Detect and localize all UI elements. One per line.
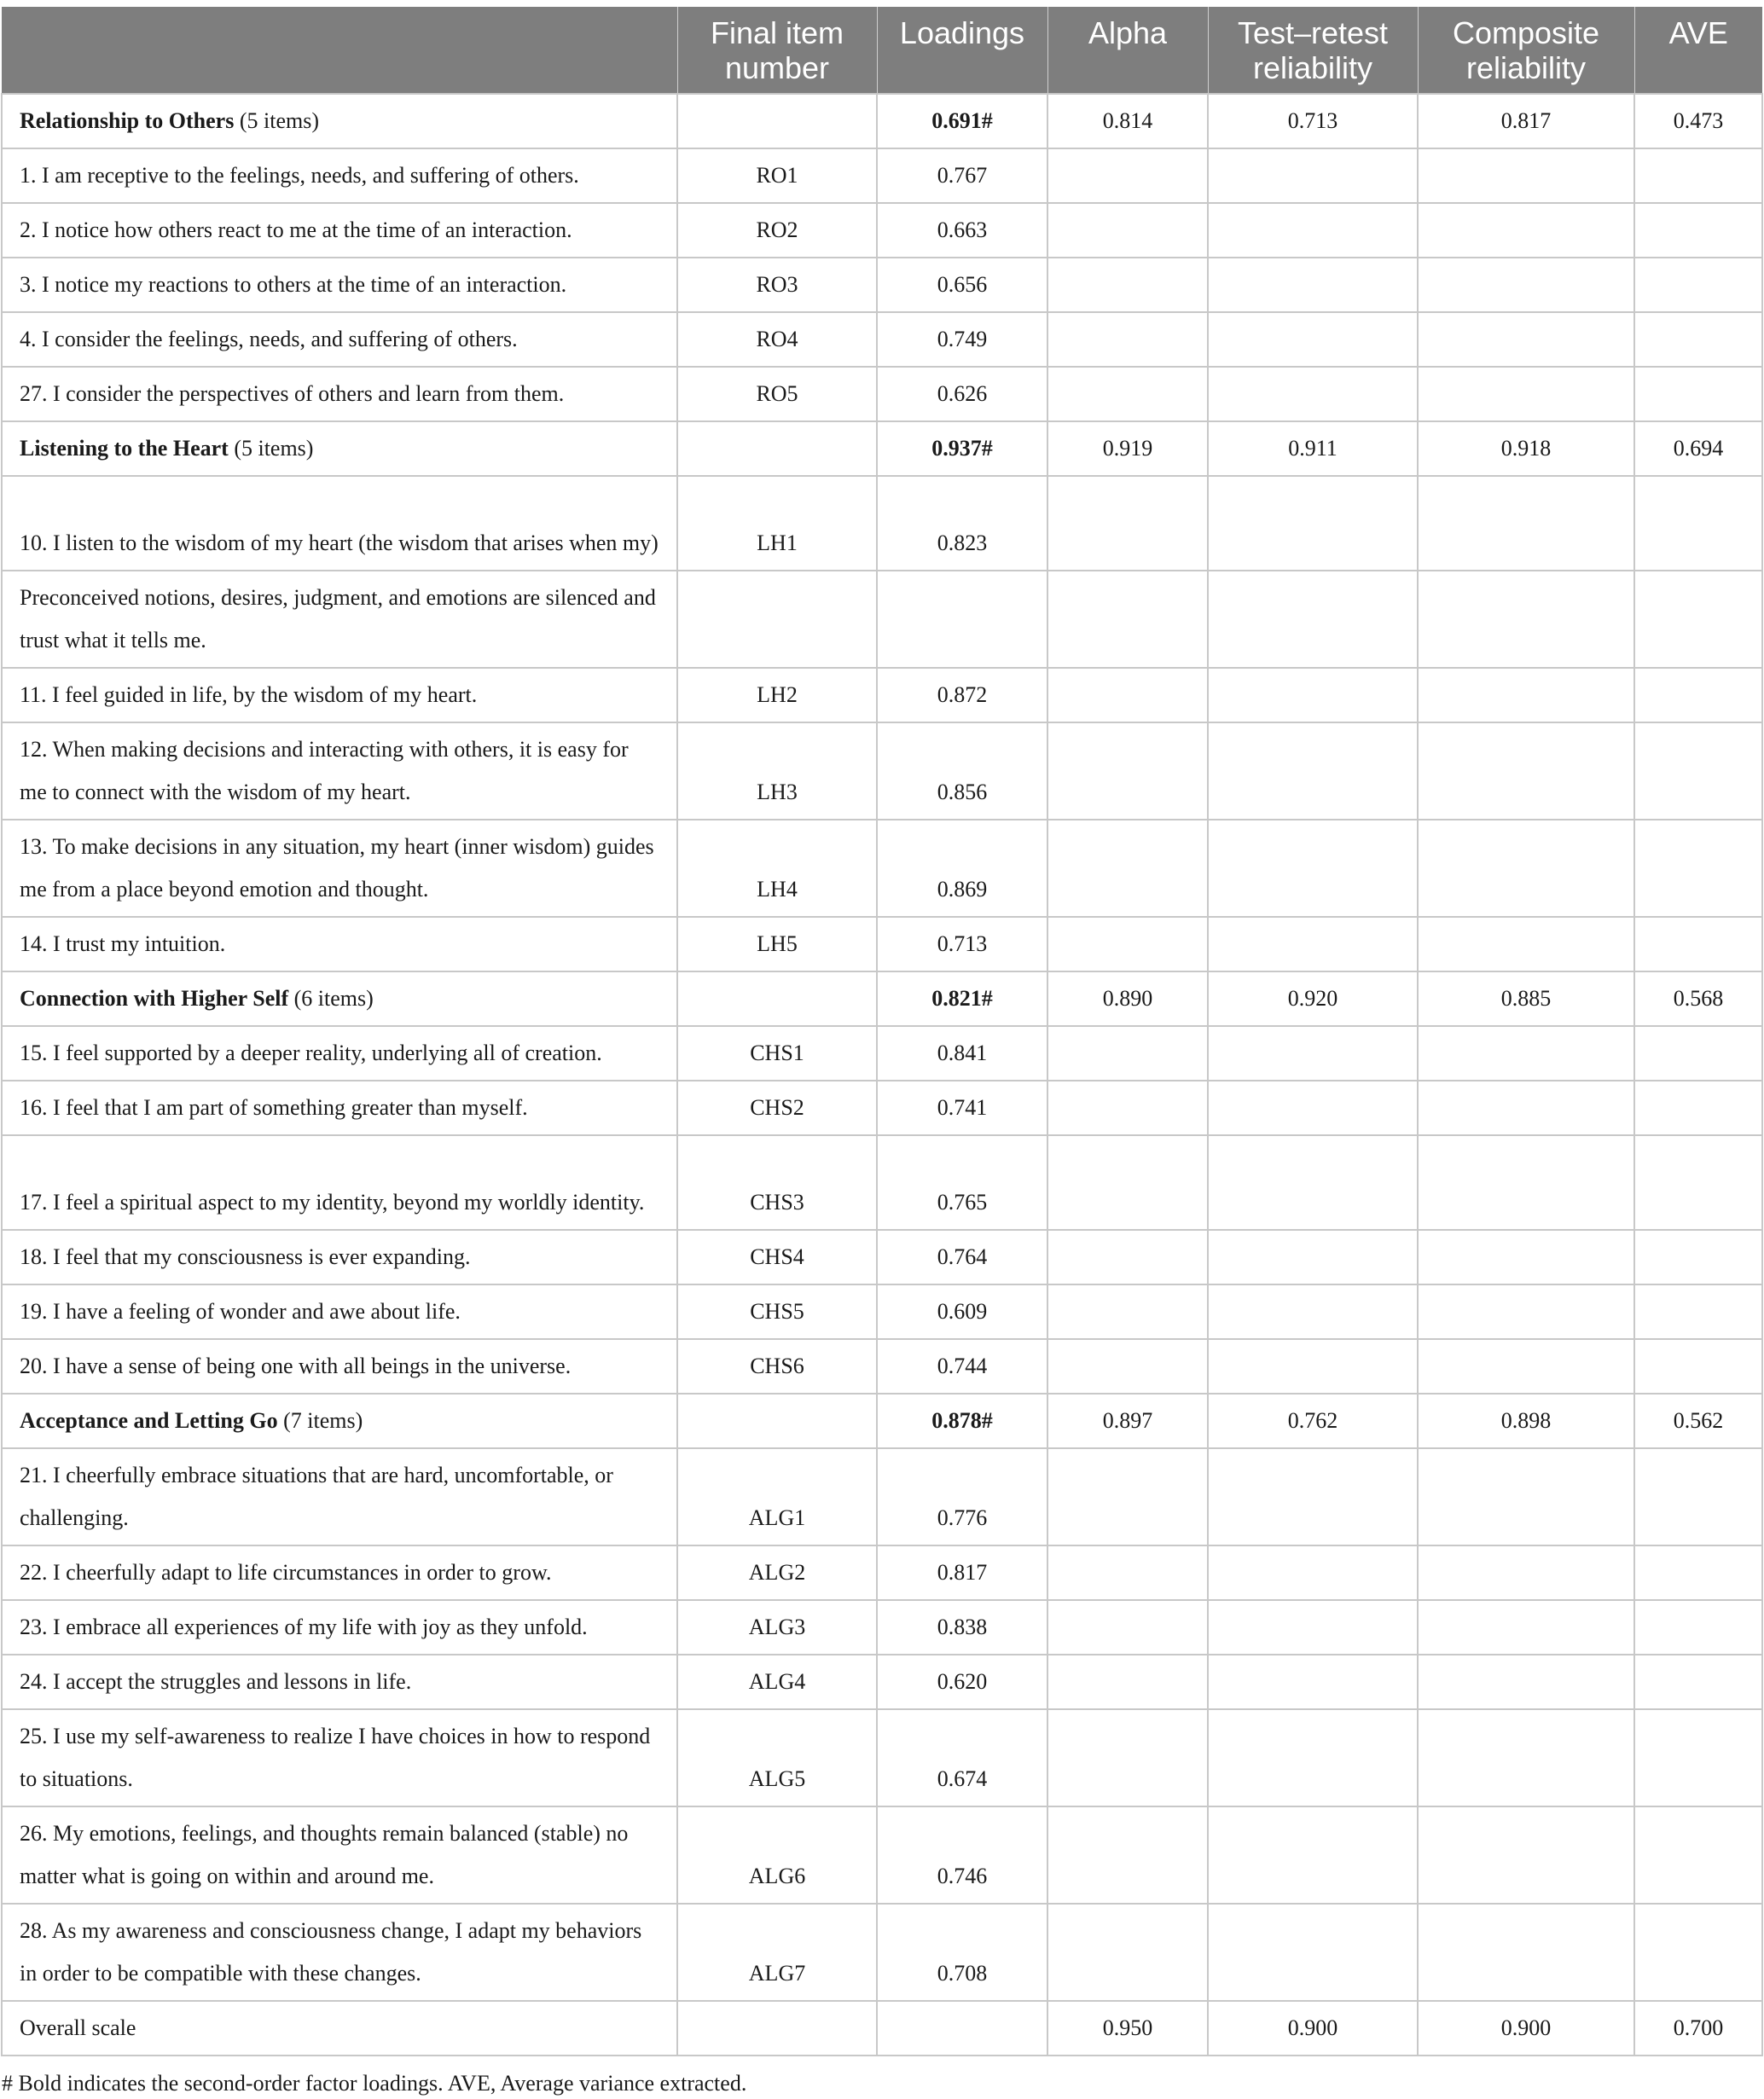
table-row (2, 820, 1762, 917)
ave-value (1634, 1709, 1762, 1806)
table-row (2, 722, 1762, 820)
item-text: 4. I consider the feelings, needs, and suffering of others. (2, 312, 677, 367)
test-retest-value (1208, 571, 1418, 668)
loading-value: 0.823 (877, 476, 1047, 571)
ave-value (1634, 668, 1762, 722)
ave-value (1634, 1230, 1762, 1284)
item-text: 14. I trust my intuition. (2, 917, 677, 971)
alpha-value (1047, 1904, 1208, 2001)
reliability-table (1, 7, 1763, 2056)
header-composite-reliability: Composite reliability (1418, 7, 1634, 94)
loading-value: 0.746 (877, 1806, 1047, 1904)
factor-name-cell (2, 421, 677, 476)
item-code (677, 421, 877, 476)
table-row (2, 476, 1762, 571)
test-retest-value: 0.900 (1208, 2001, 1418, 2056)
alpha-value (1047, 148, 1208, 203)
item-text: 27. I consider the perspectives of others and learn from them. (2, 367, 677, 421)
ave-value (1634, 1081, 1762, 1135)
factor-name: Listening to the Heart (20, 436, 229, 461)
composite-reliability-value (1418, 1448, 1634, 1545)
factor-row (2, 1394, 1762, 1448)
test-retest-value (1208, 258, 1418, 312)
item-text: 22. I cheerfully adapt to life circumstances in order to grow. (2, 1545, 677, 1600)
item-text: 23. I embrace all experiences of my life with joy as they unfold. (2, 1600, 677, 1655)
composite-reliability-value (1418, 476, 1634, 571)
ave-value: 0.562 (1634, 1394, 1762, 1448)
factor-item-count: (5 items) (228, 436, 314, 461)
table-row (2, 203, 1762, 258)
ave-value (1634, 1135, 1762, 1230)
item-text: 11. I feel guided in life, by the wisdom of my heart. (2, 668, 677, 722)
test-retest-value (1208, 1339, 1418, 1394)
ave-value (1634, 1448, 1762, 1545)
loading-value: 0.841 (877, 1026, 1047, 1081)
alpha-value (1047, 1600, 1208, 1655)
item-code: CHS2 (677, 1081, 877, 1135)
test-retest-value (1208, 203, 1418, 258)
loading-value: 0.620 (877, 1655, 1047, 1709)
ave-value: 0.700 (1634, 2001, 1762, 2056)
factor-row (2, 94, 1762, 148)
ave-value (1634, 820, 1762, 917)
header-row (2, 7, 1762, 94)
composite-reliability-value (1418, 258, 1634, 312)
test-retest-value (1208, 367, 1418, 421)
test-retest-value (1208, 312, 1418, 367)
table-row (2, 1230, 1762, 1284)
header-test-retest: Test–retest reliability (1208, 7, 1418, 94)
header-alpha: Alpha (1047, 7, 1208, 94)
table-row (2, 1284, 1762, 1339)
test-retest-value (1208, 722, 1418, 820)
ave-value (1634, 367, 1762, 421)
alpha-value (1047, 1284, 1208, 1339)
alpha-value (1047, 1655, 1208, 1709)
item-text: Preconceived notions, desires, judgment, and emotions are silenced and trust what it tells me. (2, 571, 677, 668)
composite-reliability-value (1418, 1026, 1634, 1081)
loading-value: 0.817 (877, 1545, 1047, 1600)
test-retest-value (1208, 1284, 1418, 1339)
item-text: 18. I feel that my consciousness is ever expanding. (2, 1230, 677, 1284)
factor-name: Relationship to Others (20, 108, 235, 133)
table-row (2, 1081, 1762, 1135)
item-text: 24. I accept the struggles and lessons in life. (2, 1655, 677, 1709)
ave-value (1634, 1600, 1762, 1655)
factor-item-count: (7 items) (277, 1408, 363, 1433)
ave-value (1634, 1026, 1762, 1081)
table-header (2, 7, 1762, 94)
composite-reliability-value: 0.885 (1418, 971, 1634, 1026)
alpha-value: 0.897 (1047, 1394, 1208, 1448)
table-row (2, 1806, 1762, 1904)
alpha-value (1047, 258, 1208, 312)
header-final-item-number: Final item number (677, 7, 877, 94)
item-code: ALG4 (677, 1655, 877, 1709)
loading-value: 0.872 (877, 668, 1047, 722)
item-code: ALG1 (677, 1448, 877, 1545)
table-row (2, 571, 1762, 668)
composite-reliability-value: 0.918 (1418, 421, 1634, 476)
composite-reliability-value (1418, 1081, 1634, 1135)
composite-reliability-value (1418, 1284, 1634, 1339)
test-retest-value (1208, 1600, 1418, 1655)
table-row (2, 258, 1762, 312)
test-retest-value (1208, 1448, 1418, 1545)
table-row (2, 312, 1762, 367)
composite-reliability-value (1418, 1709, 1634, 1806)
table-row (2, 1448, 1762, 1545)
loading-value: 0.856 (877, 722, 1047, 820)
table-row (2, 1135, 1762, 1230)
item-code: ALG2 (677, 1545, 877, 1600)
alpha-value: 0.814 (1047, 94, 1208, 148)
ave-value (1634, 1284, 1762, 1339)
table-row (2, 1904, 1762, 2001)
table-row (2, 1545, 1762, 1600)
composite-reliability-value: 0.898 (1418, 1394, 1634, 1448)
composite-reliability-value (1418, 722, 1634, 820)
factor-row (2, 421, 1762, 476)
factor-name-cell (2, 1394, 677, 1448)
item-code: LH5 (677, 917, 877, 971)
loading-value: 0.744 (877, 1339, 1047, 1394)
loading-value: 0.626 (877, 367, 1047, 421)
item-code: ALG6 (677, 1806, 877, 1904)
ave-value: 0.473 (1634, 94, 1762, 148)
loading-value: 0.609 (877, 1284, 1047, 1339)
test-retest-value (1208, 820, 1418, 917)
loading-value: 0.656 (877, 258, 1047, 312)
table-row (2, 1026, 1762, 1081)
item-text: 10. I listen to the wisdom of my heart (the wisdom that arises when my) (2, 476, 677, 571)
loading-value: 0.937# (877, 421, 1047, 476)
composite-reliability-value (1418, 1904, 1634, 2001)
table-row (2, 1709, 1762, 1806)
item-code: RO4 (677, 312, 877, 367)
item-code (677, 94, 877, 148)
alpha-value (1047, 1230, 1208, 1284)
composite-reliability-value (1418, 1135, 1634, 1230)
alpha-value (1047, 1709, 1208, 1806)
item-code: CHS4 (677, 1230, 877, 1284)
test-retest-value (1208, 917, 1418, 971)
table-row (2, 917, 1762, 971)
ave-value: 0.694 (1634, 421, 1762, 476)
alpha-value (1047, 1545, 1208, 1600)
header-loadings: Loadings (877, 7, 1047, 94)
item-code (677, 971, 877, 1026)
loading-value: 0.674 (877, 1709, 1047, 1806)
composite-reliability-value: 0.817 (1418, 94, 1634, 148)
loading-value (877, 571, 1047, 668)
loading-value: 0.869 (877, 820, 1047, 917)
test-retest-value (1208, 1026, 1418, 1081)
factor-name: Connection with Higher Self (20, 986, 289, 1011)
test-retest-value (1208, 1135, 1418, 1230)
item-text: 2. I notice how others react to me at the time of an interaction. (2, 203, 677, 258)
composite-reliability-value (1418, 571, 1634, 668)
loading-value: 0.749 (877, 312, 1047, 367)
composite-reliability-value (1418, 1655, 1634, 1709)
ave-value (1634, 203, 1762, 258)
header-ave: AVE (1634, 7, 1762, 94)
item-text: 12. When making decisions and interacting with others, it is easy for me to connect with the wisdom of my heart. (2, 722, 677, 820)
item-code: CHS1 (677, 1026, 877, 1081)
item-text: 13. To make decisions in any situation, my heart (inner wisdom) guides me from a place beyond emotion and thought. (2, 820, 677, 917)
ave-value (1634, 1339, 1762, 1394)
ave-value (1634, 1904, 1762, 2001)
loading-value: 0.663 (877, 203, 1047, 258)
loading-value: 0.691# (877, 94, 1047, 148)
composite-reliability-value (1418, 1545, 1634, 1600)
item-code (677, 1394, 877, 1448)
item-code: CHS6 (677, 1339, 877, 1394)
factor-name-cell (2, 971, 677, 1026)
alpha-value (1047, 571, 1208, 668)
composite-reliability-value (1418, 1230, 1634, 1284)
ave-value (1634, 148, 1762, 203)
overall-label: Overall scale (2, 2001, 677, 2056)
item-text: 1. I am receptive to the feelings, needs, and suffering of others. (2, 148, 677, 203)
ave-value (1634, 1655, 1762, 1709)
table-footnote: # Bold indicates the second-order factor loadings. AVE, Average variance extracted. (2, 2071, 747, 2096)
loading-value: 0.713 (877, 917, 1047, 971)
alpha-value (1047, 476, 1208, 571)
test-retest-value: 0.920 (1208, 971, 1418, 1026)
item-code: LH1 (677, 476, 877, 571)
alpha-value (1047, 1806, 1208, 1904)
test-retest-value: 0.713 (1208, 94, 1418, 148)
item-code: LH4 (677, 820, 877, 917)
alpha-value (1047, 1081, 1208, 1135)
table-row (2, 1339, 1762, 1394)
loading-value: 0.741 (877, 1081, 1047, 1135)
item-text: 15. I feel supported by a deeper reality, underlying all of creation. (2, 1026, 677, 1081)
item-text: 17. I feel a spiritual aspect to my identity, beyond my worldly identity. (2, 1135, 677, 1230)
alpha-value (1047, 203, 1208, 258)
item-text: 21. I cheerfully embrace situations that are hard, uncomfortable, or challenging. (2, 1448, 677, 1545)
ave-value (1634, 1806, 1762, 1904)
test-retest-value (1208, 668, 1418, 722)
factor-name: Acceptance and Letting Go (20, 1408, 278, 1433)
item-code: CHS5 (677, 1284, 877, 1339)
alpha-value (1047, 312, 1208, 367)
table-row (2, 1655, 1762, 1709)
composite-reliability-value (1418, 1339, 1634, 1394)
test-retest-value (1208, 1709, 1418, 1806)
item-text: 19. I have a feeling of wonder and awe about life. (2, 1284, 677, 1339)
composite-reliability-value (1418, 312, 1634, 367)
alpha-value: 0.950 (1047, 2001, 1208, 2056)
item-code: RO5 (677, 367, 877, 421)
overall-row (2, 2001, 1762, 2056)
alpha-value: 0.890 (1047, 971, 1208, 1026)
composite-reliability-value (1418, 917, 1634, 971)
loading-value: 0.776 (877, 1448, 1047, 1545)
factor-row (2, 971, 1762, 1026)
table-row (2, 367, 1762, 421)
test-retest-value (1208, 1230, 1418, 1284)
factor-item-count: (6 items) (288, 986, 374, 1011)
alpha-value: 0.919 (1047, 421, 1208, 476)
table-row (2, 148, 1762, 203)
alpha-value (1047, 1026, 1208, 1081)
alpha-value (1047, 1135, 1208, 1230)
ave-value (1634, 571, 1762, 668)
table-row (2, 1600, 1762, 1655)
test-retest-value (1208, 476, 1418, 571)
item-code: RO3 (677, 258, 877, 312)
factor-item-count: (5 items) (234, 108, 319, 133)
item-code: LH2 (677, 668, 877, 722)
item-code: ALG3 (677, 1600, 877, 1655)
table-body (2, 94, 1762, 2056)
test-retest-value: 0.762 (1208, 1394, 1418, 1448)
item-code (677, 571, 877, 668)
ave-value (1634, 258, 1762, 312)
item-code: ALG7 (677, 1904, 877, 2001)
ave-value (1634, 1545, 1762, 1600)
item-text: 3. I notice my reactions to others at the time of an interaction. (2, 258, 677, 312)
test-retest-value: 0.911 (1208, 421, 1418, 476)
item-text: 20. I have a sense of being one with all beings in the universe. (2, 1339, 677, 1394)
item-text: 26. My emotions, feelings, and thoughts remain balanced (stable) no matter what is going on within and around me. (2, 1806, 677, 1904)
loading-value: 0.878# (877, 1394, 1047, 1448)
test-retest-value (1208, 1545, 1418, 1600)
item-code: RO2 (677, 203, 877, 258)
item-code (677, 2001, 877, 2056)
alpha-value (1047, 668, 1208, 722)
alpha-value (1047, 722, 1208, 820)
item-code: RO1 (677, 148, 877, 203)
loading-value: 0.765 (877, 1135, 1047, 1230)
loading-value: 0.838 (877, 1600, 1047, 1655)
factor-name-cell (2, 94, 677, 148)
composite-reliability-value (1418, 668, 1634, 722)
composite-reliability-value (1418, 367, 1634, 421)
alpha-value (1047, 820, 1208, 917)
loading-value: 0.821# (877, 971, 1047, 1026)
composite-reliability-value (1418, 1806, 1634, 1904)
test-retest-value (1208, 1655, 1418, 1709)
ave-value (1634, 722, 1762, 820)
loading-value: 0.764 (877, 1230, 1047, 1284)
composite-reliability-value (1418, 203, 1634, 258)
item-text: 28. As my awareness and consciousness change, I adapt my behaviors in order to be compatible with these changes. (2, 1904, 677, 2001)
table-row (2, 668, 1762, 722)
loading-value: 0.767 (877, 148, 1047, 203)
alpha-value (1047, 1339, 1208, 1394)
loading-value: 0.708 (877, 1904, 1047, 2001)
header-item (2, 7, 677, 94)
ave-value (1634, 312, 1762, 367)
composite-reliability-value: 0.900 (1418, 2001, 1634, 2056)
ave-value: 0.568 (1634, 971, 1762, 1026)
test-retest-value (1208, 148, 1418, 203)
alpha-value (1047, 917, 1208, 971)
ave-value (1634, 917, 1762, 971)
composite-reliability-value (1418, 820, 1634, 917)
alpha-value (1047, 367, 1208, 421)
item-code: CHS3 (677, 1135, 877, 1230)
test-retest-value (1208, 1081, 1418, 1135)
composite-reliability-value (1418, 1600, 1634, 1655)
item-code: LH3 (677, 722, 877, 820)
item-code: ALG5 (677, 1709, 877, 1806)
loading-value (877, 2001, 1047, 2056)
alpha-value (1047, 1448, 1208, 1545)
test-retest-value (1208, 1806, 1418, 1904)
item-text: 25. I use my self-awareness to realize I have choices in how to respond to situations. (2, 1709, 677, 1806)
item-text: 16. I feel that I am part of something greater than myself. (2, 1081, 677, 1135)
ave-value (1634, 476, 1762, 571)
test-retest-value (1208, 1904, 1418, 2001)
composite-reliability-value (1418, 148, 1634, 203)
